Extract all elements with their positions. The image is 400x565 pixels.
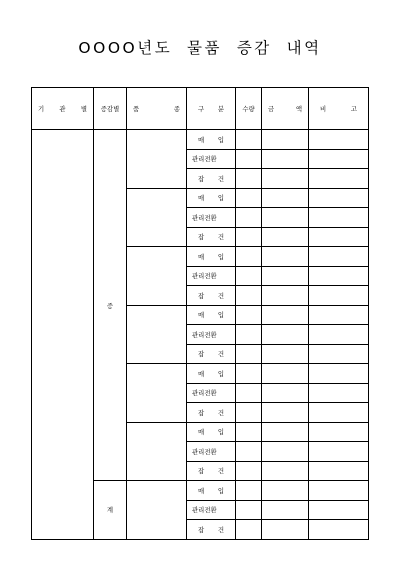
quantity-cell[interactable] xyxy=(236,481,262,501)
table-row xyxy=(32,130,369,150)
remarks-cell[interactable] xyxy=(309,208,369,228)
amount-cell[interactable] xyxy=(262,188,309,208)
remarks-cell[interactable] xyxy=(309,247,369,267)
remarks-cell[interactable] xyxy=(309,169,369,189)
category-cell: 관리전환 xyxy=(187,500,236,520)
category-cell: 매 입 xyxy=(187,188,236,208)
remarks-cell[interactable] xyxy=(309,481,369,501)
item-cell[interactable] xyxy=(127,364,187,423)
header-amount: 금 액 xyxy=(262,88,309,130)
category-cell: 잡 건 xyxy=(187,344,236,364)
remarks-cell[interactable] xyxy=(309,227,369,247)
item-cell[interactable] xyxy=(127,130,187,189)
header-category: 구 분 xyxy=(187,88,236,130)
increase-decrease-table xyxy=(31,87,369,540)
category-cell: 잡 건 xyxy=(187,286,236,306)
header-quantity: 수량 xyxy=(236,88,262,130)
amount-cell[interactable] xyxy=(262,364,309,384)
quantity-cell[interactable] xyxy=(236,500,262,520)
category-cell: 매 입 xyxy=(187,422,236,442)
remarks-cell[interactable] xyxy=(309,266,369,286)
item-cell[interactable] xyxy=(127,305,187,364)
category-cell: 관리전환 xyxy=(187,266,236,286)
amount-cell[interactable] xyxy=(262,305,309,325)
category-cell: 관리전환 xyxy=(187,383,236,403)
quantity-cell[interactable] xyxy=(236,422,262,442)
quantity-cell[interactable] xyxy=(236,442,262,462)
quantity-cell[interactable] xyxy=(236,247,262,267)
quantity-cell[interactable] xyxy=(236,130,262,150)
amount-cell[interactable] xyxy=(262,383,309,403)
quantity-cell[interactable] xyxy=(236,266,262,286)
remarks-cell[interactable] xyxy=(309,286,369,306)
remarks-cell[interactable] xyxy=(309,188,369,208)
quantity-cell[interactable] xyxy=(236,149,262,169)
category-cell: 잡 건 xyxy=(187,403,236,423)
agency-cell[interactable] xyxy=(32,130,94,540)
header-item: 품 종 xyxy=(127,88,187,130)
category-cell: 잡 건 xyxy=(187,461,236,481)
item-cell[interactable] xyxy=(127,422,187,481)
quantity-cell[interactable] xyxy=(236,227,262,247)
remarks-cell[interactable] xyxy=(309,325,369,345)
increase-label: 증 xyxy=(94,130,127,481)
remarks-cell[interactable] xyxy=(309,149,369,169)
quantity-cell[interactable] xyxy=(236,325,262,345)
amount-cell[interactable] xyxy=(262,149,309,169)
quantity-cell[interactable] xyxy=(236,344,262,364)
remarks-cell[interactable] xyxy=(309,520,369,540)
quantity-cell[interactable] xyxy=(236,383,262,403)
remarks-cell[interactable] xyxy=(309,403,369,423)
remarks-cell[interactable] xyxy=(309,461,369,481)
amount-cell[interactable] xyxy=(262,442,309,462)
amount-cell[interactable] xyxy=(262,208,309,228)
quantity-cell[interactable] xyxy=(236,286,262,306)
remarks-cell[interactable] xyxy=(309,130,369,150)
amount-cell[interactable] xyxy=(262,227,309,247)
amount-cell[interactable] xyxy=(262,130,309,150)
category-cell: 관리전환 xyxy=(187,149,236,169)
quantity-cell[interactable] xyxy=(236,188,262,208)
page-title: OOOO년도 물품 증감 내역 xyxy=(78,39,322,57)
header-agency: 기 관 별 xyxy=(32,88,94,130)
amount-cell[interactable] xyxy=(262,422,309,442)
amount-cell[interactable] xyxy=(262,169,309,189)
amount-cell[interactable] xyxy=(262,344,309,364)
header-change-type: 증감별 xyxy=(94,88,127,130)
amount-cell[interactable] xyxy=(262,520,309,540)
quantity-cell[interactable] xyxy=(236,169,262,189)
table-body xyxy=(32,130,369,540)
category-cell: 매 입 xyxy=(187,130,236,150)
category-cell: 매 입 xyxy=(187,305,236,325)
amount-cell[interactable] xyxy=(262,286,309,306)
header-row xyxy=(32,88,369,130)
category-cell: 관리전환 xyxy=(187,442,236,462)
amount-cell[interactable] xyxy=(262,325,309,345)
remarks-cell[interactable] xyxy=(309,422,369,442)
category-cell: 잡 건 xyxy=(187,520,236,540)
category-cell: 잡 건 xyxy=(187,169,236,189)
category-cell: 잡 건 xyxy=(187,227,236,247)
quantity-cell[interactable] xyxy=(236,208,262,228)
remarks-cell[interactable] xyxy=(309,442,369,462)
amount-cell[interactable] xyxy=(262,266,309,286)
category-cell: 매 입 xyxy=(187,247,236,267)
quantity-cell[interactable] xyxy=(236,461,262,481)
header-remarks: 비 고 xyxy=(309,88,369,130)
remarks-cell[interactable] xyxy=(309,305,369,325)
amount-cell[interactable] xyxy=(262,500,309,520)
item-cell[interactable] xyxy=(127,188,187,247)
quantity-cell[interactable] xyxy=(236,520,262,540)
amount-cell[interactable] xyxy=(262,247,309,267)
item-cell[interactable] xyxy=(127,481,187,540)
quantity-cell[interactable] xyxy=(236,364,262,384)
quantity-cell[interactable] xyxy=(236,403,262,423)
remarks-cell[interactable] xyxy=(309,364,369,384)
category-cell: 매 입 xyxy=(187,364,236,384)
quantity-cell[interactable] xyxy=(236,305,262,325)
category-cell: 관리전환 xyxy=(187,325,236,345)
amount-cell[interactable] xyxy=(262,481,309,501)
amount-cell[interactable] xyxy=(262,403,309,423)
item-cell[interactable] xyxy=(127,247,187,306)
remarks-cell[interactable] xyxy=(309,500,369,520)
category-cell: 관리전환 xyxy=(187,208,236,228)
total-label: 계 xyxy=(94,481,127,540)
remarks-cell[interactable] xyxy=(309,344,369,364)
category-cell: 매 입 xyxy=(187,481,236,501)
remarks-cell[interactable] xyxy=(309,383,369,403)
amount-cell[interactable] xyxy=(262,461,309,481)
